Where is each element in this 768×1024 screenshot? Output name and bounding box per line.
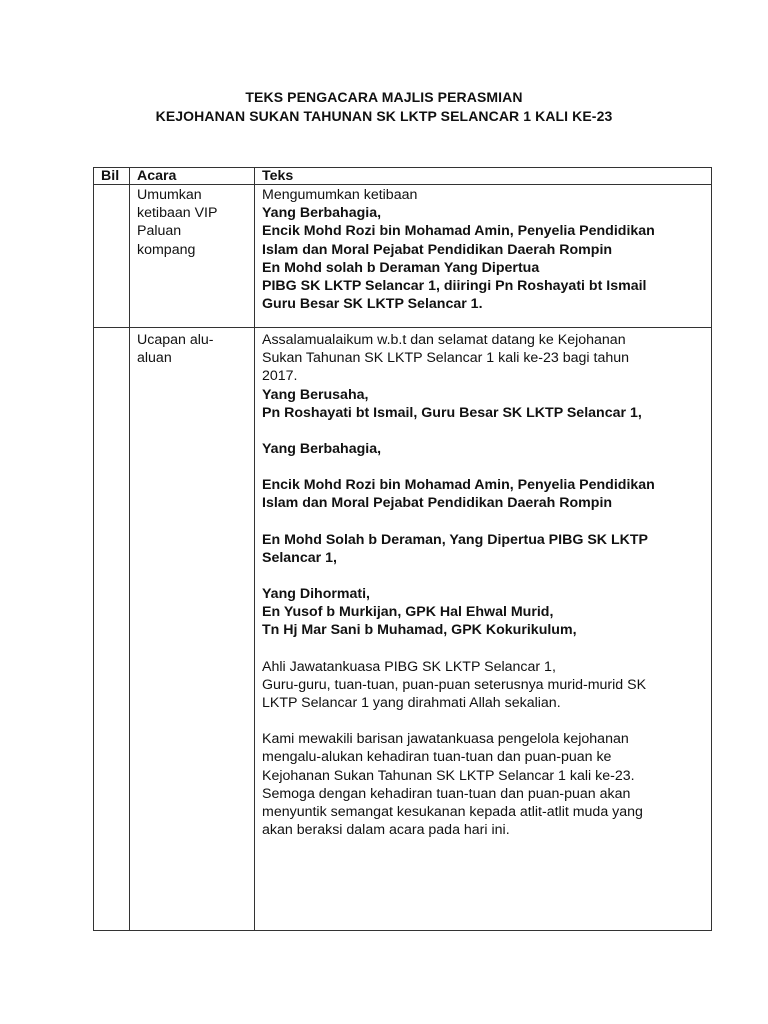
teks-line: 2017. [262, 368, 298, 385]
spacer [262, 640, 704, 658]
document-title-line-2: KEJOHANAN SUKAN TAHUNAN SK LKTP SELANCAR 1 KALI KE-23 [155, 108, 613, 124]
teks-line: Assalamualaikum w.b.t dan selamat datang ke Kejohanan [262, 332, 626, 348]
cell-teks [255, 328, 712, 931]
cell-acara [130, 185, 255, 328]
teks-line: PIBG SK LKTP Selancar 1, diiringi Pn Roshayati bt Ismail [262, 278, 647, 295]
teks-line: Encik Mohd Rozi bin Mohamad Amin, Penyelia Pendidikan [262, 223, 655, 240]
cell-bil [94, 185, 130, 328]
cell-acara [130, 328, 255, 931]
teks-line: Kami mewakili barisan jawatankuasa pengelola kejohanan [262, 731, 629, 748]
cell-bil [94, 328, 130, 931]
teks-line: En Mohd Solah b Deraman, Yang Dipertua PIBG SK LKTP [262, 531, 649, 548]
teks-line: Yang Berbahagia, [262, 441, 382, 458]
header-bil: Bil [94, 168, 130, 185]
teks-line: akan beraksi dalam acara pada hari ini. [262, 822, 510, 839]
teks-line: Semoga dengan kehadiran tuan-tuan dan puan-puan akan [262, 785, 631, 802]
teks-line: Islam dan Moral Pejabat Pendidikan Daerah Rompin [262, 495, 613, 512]
teks-line: LKTP Selancar 1 yang dirahmati Allah sekalian. [262, 695, 561, 712]
table-row [94, 328, 712, 931]
teks-line: Kejohanan Sukan Tahunan SK LKTP Selancar 1 kali ke-23. [262, 767, 635, 784]
teks-line: Encik Mohd Rozi bin Mohamad Amin, Penyelia Pendidikan [262, 477, 655, 494]
table-row [94, 185, 712, 328]
acara-line: Umumkan [137, 187, 202, 203]
teks-line: En Mohd solah b Deraman Yang Dipertua [262, 259, 540, 276]
teks-line: Tn Hj Mar Sani b Muhamad, GPK Kokurikulum, [262, 622, 577, 639]
header-teks: Teks [255, 168, 712, 185]
cell-teks [255, 185, 712, 328]
acara-line: aluan [137, 350, 172, 367]
teks-line: Yang Berusaha, [262, 386, 369, 403]
acara-line: Ucapan alu- [137, 332, 214, 348]
teks-line: En Yusof b Murkijan, GPK Hal Ehwal Murid, [262, 604, 554, 621]
spacer [262, 422, 704, 440]
acara-line: Paluan [137, 223, 182, 240]
teks-line: Pn Roshayati bt Ismail, Guru Besar SK LKTP Selancar 1, [262, 404, 642, 421]
program-table [93, 167, 712, 931]
teks-line: Guru-guru, tuan-tuan, puan-puan seterusnya murid-murid SK [262, 676, 647, 693]
teks-line: Guru Besar SK LKTP Selancar 1. [262, 296, 483, 313]
teks-line: Sukan Tahunan SK LKTP Selancar 1 kali ke-23 bagi tahun [262, 350, 630, 367]
document-title-line-1: TEKS PENGACARA MAJLIS PERASMIAN [245, 89, 523, 105]
header-acara: Acara [130, 168, 255, 185]
spacer [262, 458, 704, 476]
table-header-row [94, 168, 712, 185]
spacer [262, 513, 704, 531]
teks-line: Ahli Jawatankuasa PIBG SK LKTP Selancar 1, [262, 658, 556, 675]
teks-line: Islam dan Moral Pejabat Pendidikan Daerah Rompin [262, 241, 613, 258]
teks-line: Selancar 1, [262, 549, 337, 566]
teks-line: Yang Berbahagia, [262, 205, 382, 222]
spacer [262, 712, 704, 730]
acara-line: ketibaan VIP [137, 205, 218, 222]
spacer [262, 567, 704, 585]
teks-line: menyuntik semangat kesukanan kepada atlit-atlit muda yang [262, 804, 643, 821]
teks-line: mengalu-alukan kehadiran tuan-tuan dan puan-puan ke [262, 749, 612, 766]
teks-line: Yang Dihormati, [262, 586, 370, 603]
teks-line: Mengumumkan ketibaan [262, 187, 418, 203]
acara-line: kompang [137, 241, 196, 258]
